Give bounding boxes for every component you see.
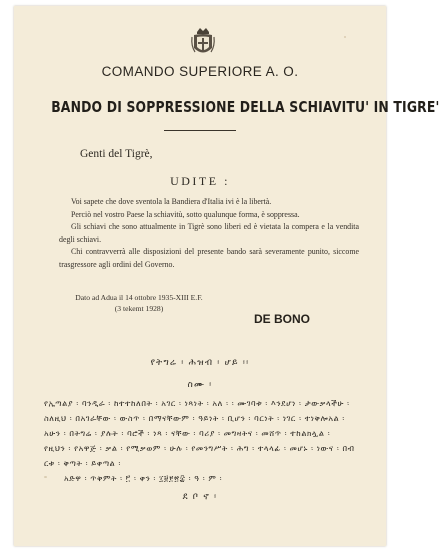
ethiopic-signature: ደ ቦ ኖ ፡ [182,492,218,502]
proclamation-sheet [14,6,439,546]
date-block [59,292,219,314]
paragraph-4: Chi contravverrà alle disposizioni del presente bando sarà severamente punito, siccome trasgressore agli ordini del Governo. [59,247,359,269]
ethiopic-heading: የትግሬ ፡ ሕዝብ ፡ ሆይ ፡፡ [150,358,250,368]
paragraph-2: Perciò nel vostro Paese la schiavitù, sotto qualunque forma, è soppressa. [71,209,300,219]
paragraph-1: Voi sapete che dove sventola la Bandiera d'Italia ivi è la libertà. [71,197,272,206]
command-header: COMANDO SUPERIORE A. O. [101,64,299,79]
call-to-listen: UDITE : [170,174,230,188]
ethiopic-text-block [34,352,366,508]
proclamation-title: BANDO DI SOPPRESSIONE DELLA SCHIAVITU' IN TIGRE' [51,98,439,116]
date-line: Dato ad Adua il 14 ottobre 1935-XIII E.F. [75,293,203,302]
ethiopic-line: ስለዚህ ፡ በአገራቸው ፡ ውስጥ ፡ በማናቸውም ፡ ዓይነት ፡ ቢሆን ፡ ባርነት ፡ ነገር ፡ ተነቅሎአል ፡ [44,414,345,423]
signature: DE BONO [254,312,311,326]
paragraph-3: Gli schiavi che sono attualmente in Tigrè sono liberi ed è vietata la compera e la vendita degli schiavi. [59,222,359,244]
ethiopic-line: የኢጣልያ ፡ ባንዲራ ፡ ከተተከለበት ፡ አገር ፡ ነጻነት ፡ አለ ፡ ፡ ሙገባቱ ፡ እንደሆነ ፡ ታውቃላችሁ ፡ [44,399,350,408]
title-underline [164,130,236,131]
proclamation-body [59,196,359,272]
ethiopic-date-line: አድዋ ፡ ጥቅምት ፡ ፫ ፡ ቀን ፡ ፲፱፻፳፰ ፡ ዓ ፡ ም ፡ [64,474,223,483]
ethiopic-line: የዚህን ፡ የአዋጅ ፡ ቃል ፡ የሚቃወም ፡ ሁሉ ፡ የመንግሥት ፡ ሕግ ፡ ተላላፊ ፡ መሆኑ ፡ ነውና ፡ በብ [44,444,355,453]
royal-crest-icon [192,26,214,58]
ethiopian-date-line: (3 tekemt 1928) [114,304,164,313]
paper-fleck [344,36,346,38]
ethiopic-line: ርቱ ፡ ቅጣት ፡ ይቀጣል ፡ [44,459,121,468]
ethiopic-line: አሁን ፡ በትግሬ ፡ ያሉት ፡ ባሮች ፡ ነጻ ፡ ናቸው ፡ ባሪያ ፡ መግዛትና ፡ መሸጥ ፡ ተከልክሏል ፡ [44,429,331,438]
ethiopic-call: ስሙ ፡ [187,380,213,390]
salutation: Genti del Tigrè, [80,148,153,160]
